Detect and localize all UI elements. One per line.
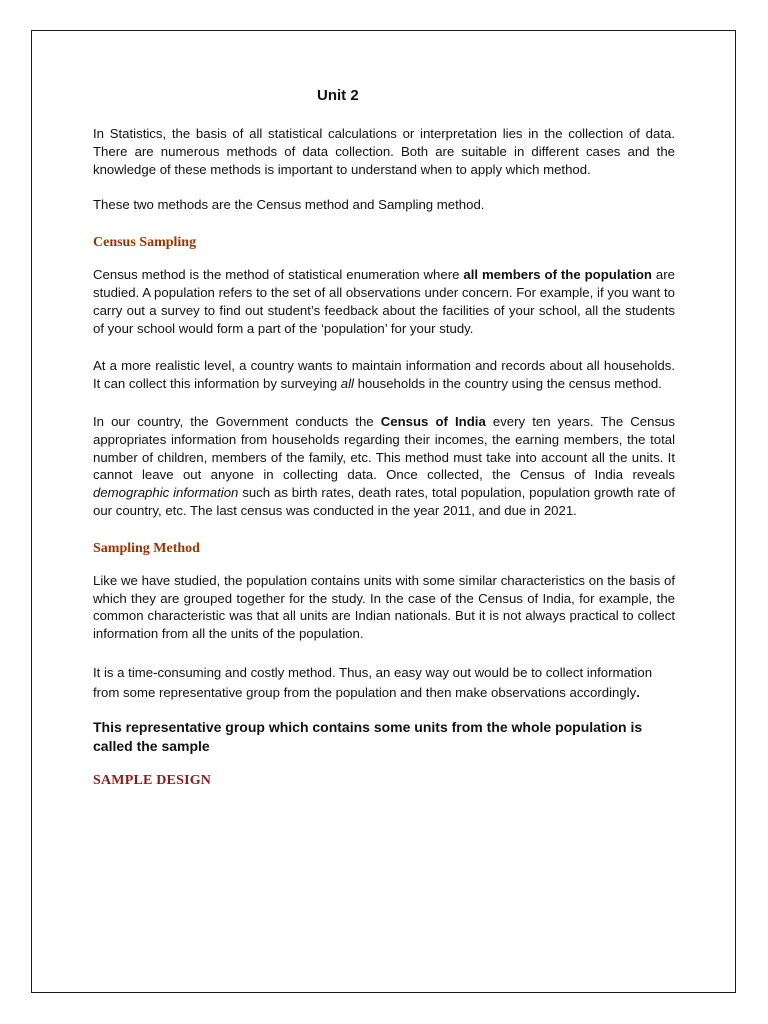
census-p2-text-b: households in the country using the census method. — [353, 376, 662, 392]
sampling-paragraph-2 — [93, 663, 675, 704]
census-p3-text-a: In our country, the Government conducts the — [93, 413, 381, 429]
census-paragraph-3 — [93, 413, 675, 520]
census-p1-text-a: Census method is the method of statistical enumeration where — [93, 267, 464, 283]
census-p1-bold: all members of the population — [463, 267, 652, 283]
census-p3-text-b: every ten years. The Census appropriates information from households regarding their incomes, the earning members, the total number of children, members of the family, etc. This method must take into account all the units. It cannot leave out anyone in collecting data. Once collected, the Census of India reveals — [93, 413, 675, 483]
sampling-p2-text: It is a time-consuming and costly method. Thus, an easy way out would be to collect information from some representative group from the population and then make observations accordingly — [93, 664, 653, 701]
document-body — [93, 87, 675, 804]
census-paragraph-2 — [93, 357, 675, 393]
census-p2-italic: all — [340, 376, 354, 392]
sampling-paragraph-1: Like we have studied, the population contains units with some similar characteristics on the basis of which they are grouped together for the study. In the case of the Census of India, for example, the common characteristic was that all units are Indian nationals. But it is not always practical to collect information from all the units of the population. — [93, 572, 675, 642]
census-sampling-heading: Census Sampling — [93, 235, 197, 251]
document-page — [31, 30, 736, 993]
census-p3-text-c: such as birth rates, death rates, total population, population growth rate of our country, etc. The last census was conducted in the year 2011, and due in 2021. — [93, 485, 676, 518]
census-p3-italic: demographic information — [93, 485, 239, 501]
sample-definition-callout: This representative group which contains some units from the whole population is called the sample — [93, 718, 643, 754]
sampling-p2-bold: . — [636, 685, 640, 701]
page-title: Unit 2 — [317, 87, 359, 104]
census-p1-text-b: are studied. A population refers to the set of all observations under concern. For example, if you want to carry out a survey to find out student’s feedback about the facilities of your school, all the students of your school would form a part of the ‘population’ for your study. — [93, 267, 675, 336]
sampling-method-heading: Sampling Method — [93, 540, 200, 556]
census-paragraph-1 — [93, 266, 675, 337]
intro-paragraph-1: In Statistics, the basis of all statistical calculations or interpretation lies in the collection of data. There are numerous methods of data collection. Both are suitable in different cases and the knowledge of these methods is important to understand when to apply which method. — [93, 126, 675, 177]
intro-paragraph-2: These two methods are the Census method and Sampling method. — [93, 197, 485, 213]
census-p2-text-a: At a more realistic level, a country wants to maintain information and records about all households. It can collect this information by surveying — [93, 358, 675, 392]
sample-design-heading: SAMPLE DESIGN — [93, 772, 212, 788]
census-p3-bold: Census of India — [380, 413, 486, 429]
